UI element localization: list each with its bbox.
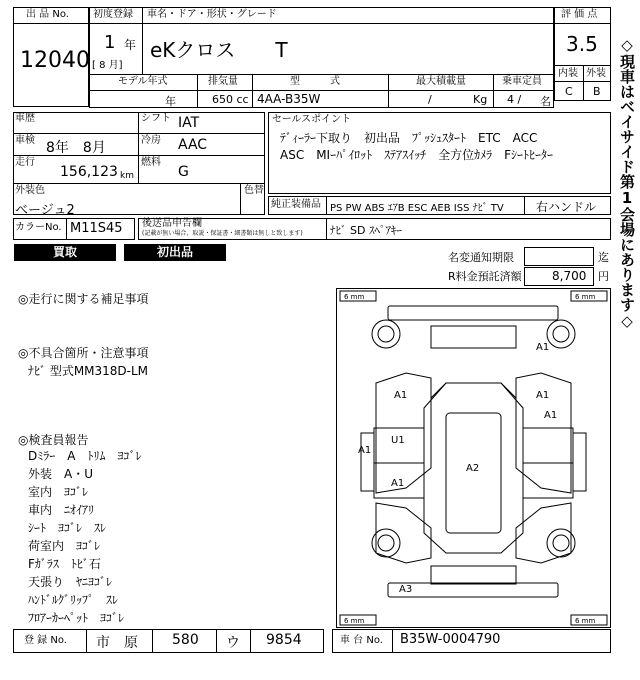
score-label: 評 価 点 [561,9,598,20]
postal-note: (記載が無い場合、取説・保証書・細書類は無しと致します) [142,230,303,237]
max-load-label: 最大積載量 [416,76,466,87]
damage-mark: A1 [391,478,405,489]
exterior-grade: B [593,85,601,98]
mileage-unit: km [120,171,134,181]
car-name-label: 車名・ドア・形状・グレード [147,9,277,20]
inspector-line: ﾌﾛｱｰｶｰﾍﾟｯﾄ ﾖｺﾞﾚ [28,611,125,625]
model-year-unit: 年 [165,95,176,108]
capacity: 4 / [507,93,522,106]
first-reg-year: 1 [104,32,116,53]
color-value: ベージュ2 [15,203,75,218]
inspection-label: 車検 [15,135,35,146]
interior-label: 内装 [558,68,578,79]
model-type: 4AA-B35W [257,92,321,106]
inspector-line: Dﾐﾗｰ A ﾄﾘﾑ ﾖｺﾞﾚ [28,449,142,463]
interior-grade: C [565,85,573,98]
inspector-line: Fｶﾞﾗｽ ﾄﾋﾞ石 [28,557,101,571]
standard-equipment-label: 純正装備品 [271,199,321,210]
first-reg-month: [ 8 月] [92,60,123,71]
venue-side-banner: ◇現車はベイサイド第1会場にあります◇ [618,36,636,330]
fuel-value: G [178,164,189,180]
inspector-line: ｼｰﾄ ﾖｺﾞﾚ ｽﾚ [28,521,107,535]
damage-mark: A1 [544,410,558,421]
first-listing-badge: 初出品 [124,244,226,261]
corner-tag: 6 mm [344,617,365,625]
corner-tag: 6 mm [575,293,596,301]
first-reg-year-unit: 年 [124,38,137,52]
buy-badge: 買取 [14,244,116,261]
max-load-unit: Kg [473,93,488,106]
sales-label: セールスポイント [272,114,352,125]
lot-number: 12040 [20,48,90,73]
inspector-line: 荷室内 ﾖｺﾞﾚ [28,539,101,553]
damage-mark: A1 [358,445,372,456]
shift-label: シフト [141,113,171,124]
name-change-unit: 迄 [598,251,609,264]
name-change-box [524,247,594,266]
recolor-label: 色替 [244,185,264,196]
max-load: / [428,93,432,106]
postal-label: 後送品申告欄 [142,218,202,229]
mileage-value: 156,123 [60,164,118,180]
inspector-line: 室内 ﾖｺﾞﾚ [28,485,89,499]
first-reg-label: 初度登録 [93,9,133,20]
reg-class: 580 [172,632,199,648]
defects-title: ◎不具合箇所・注意事項 [18,346,149,360]
corner-tag: 6 mm [575,617,596,625]
recycle-label: R料金預託済額 [448,270,522,283]
damage-mark: A2 [466,463,480,474]
damage-mark: A1 [536,390,550,401]
steering-side: 右ハンドル [536,200,597,214]
damage-mark: A1 [536,342,550,353]
name-change-label: 名変通知期限 [448,251,514,264]
chassis-number: B35W-0004790 [400,632,501,647]
reg-number: 9854 [266,632,302,648]
displacement: 650 cc [212,93,249,106]
defects-line: ﾅﾋﾞ 型式MM318D-LM [28,364,149,378]
chassis-label: 車 台 No. [340,635,383,646]
inspector-line: 外装 A・U [28,467,93,481]
history-label: 車歴 [15,113,35,124]
mileage-label: 走行 [15,157,35,168]
model-year-label: モデル年式 [118,76,168,87]
displacement-label: 排気量 [208,76,238,87]
standard-equipment: PS PW ABS ｴｱB ESC AEB ISS ﾅﾋﾞ TV [330,203,504,214]
reg-label: 登 録 No. [24,635,67,646]
recycle-unit: 円 [598,270,609,283]
lot-label: 出 品 No. [26,9,69,20]
damage-mark: U1 [391,435,405,446]
inspector-line: 車内 ﾆｵｲｱﾘ [28,503,95,517]
recycle-amount: 8,700 [552,269,587,283]
corner-tag: 6 mm [344,293,365,301]
exterior-label: 外装 [586,68,606,79]
color-no-label: カラーNo. [15,222,62,233]
ac-label: 冷房 [141,135,161,146]
capacity-unit: 名 [540,95,551,108]
inspector-title: ◎検査員報告 [18,433,89,447]
color-label: 外装色 [15,185,45,196]
diagram-frame [337,289,611,628]
damage-mark: A1 [394,390,408,401]
ac-value: AAC [178,137,208,153]
reg-area: 市 原 [96,635,138,651]
shift-value: IAT [178,115,200,131]
damage-mark: A3 [399,584,413,595]
damage-diagram [336,288,611,628]
fuel-label: 燃料 [141,157,161,168]
inspector-line: ﾊﾝﾄﾞﾙｸﾞﾘｯﾌﾟ ｽﾚ [28,593,119,607]
reg-kana: ウ [226,635,240,651]
model-type-label: 型 式 [290,76,340,87]
capacity-label: 乗車定員 [502,76,542,87]
color-no-value: M11S45 [70,221,123,236]
postal-items: ﾅﾋﾞ SD ｽﾍﾟｱｷｰ [330,224,402,237]
driving-notes-title: ◎走行に関する補足事項 [18,292,149,306]
sales-line-1: ﾃﾞｨｰﾗｰ下取り 初出品 ﾌﾟｯｼｭｽﾀｰﾄ ETC ACC [280,131,538,145]
inspection-value: 8年 8月 [46,140,106,156]
car-name: eKクロス T [150,38,288,62]
inspector-line: 天張り ﾔﾆﾖｺﾞﾚ [28,575,113,589]
score-value: 3.5 [566,32,598,56]
sales-line-2: ASC MIｰﾊﾟｲﾛｯﾄ ｽﾃｱｽｲｯﾁ 全方位ｶﾒﾗ Fｼｰﾄﾋｰﾀｰ [280,148,554,162]
